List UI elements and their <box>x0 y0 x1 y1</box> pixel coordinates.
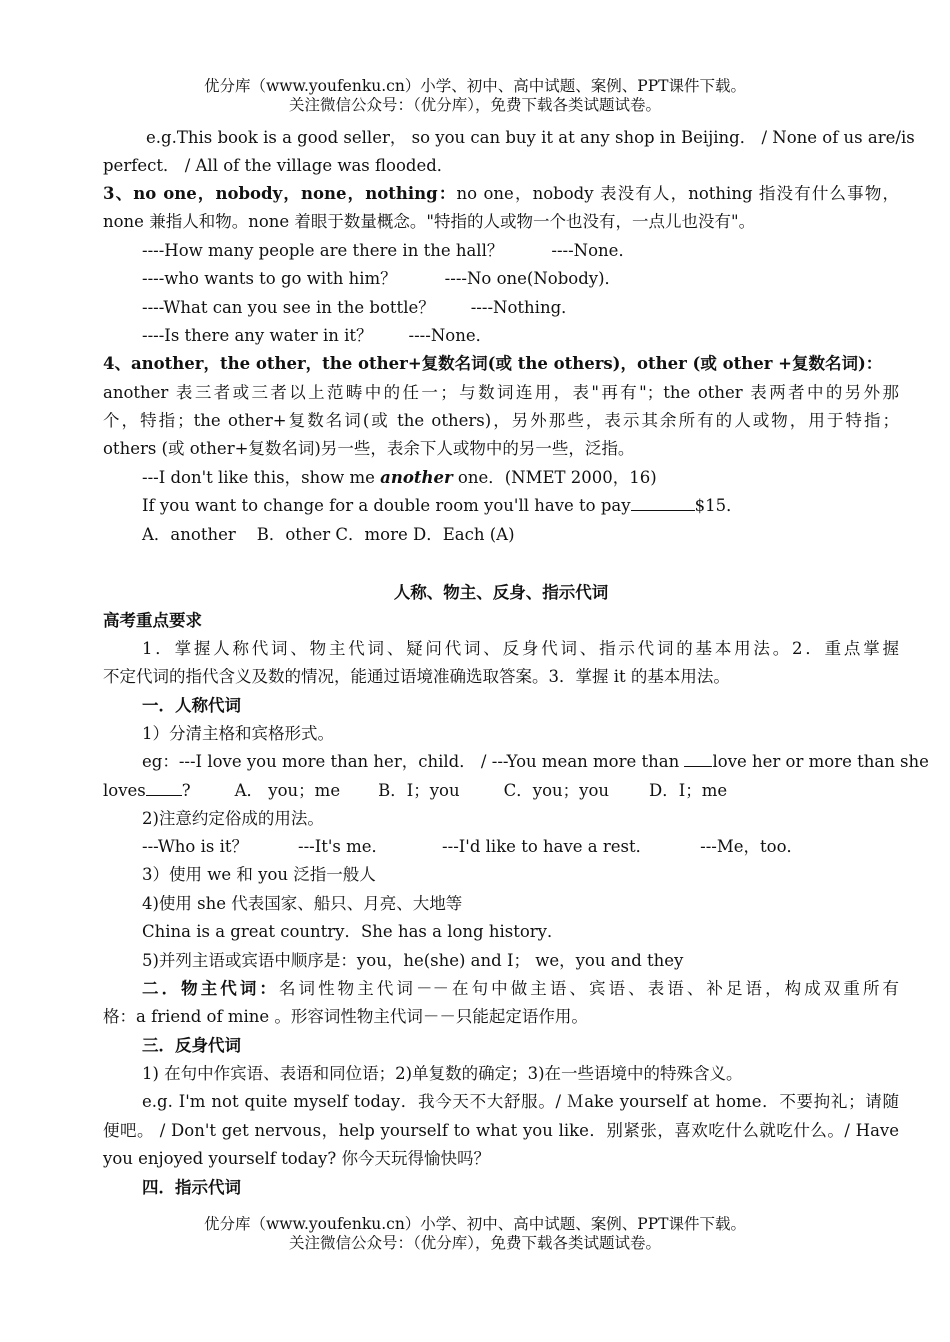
example-line <box>142 467 657 489</box>
body-line: 4)使用 she 代表国家、船只、月亮、大地等 <box>142 894 463 913</box>
header-line-2: 关注微信公众号：（优分库），免费下载各类试题试卷。 <box>288 96 661 114</box>
example-text: eg：---I love you more than her，child． / ---You mean more than <box>142 752 680 771</box>
dialogue-line <box>142 240 635 262</box>
body-line: e.g.This book is a good seller， so you can buy it at any shop in Beijing． / None of us are/is <box>146 128 915 147</box>
part-4-title: 四．指示代词 <box>142 1178 241 1197</box>
blank-underline <box>684 752 712 767</box>
body-line: 1) 在句中作宾语、表语和同位语；2)单复数的确定；3)在一些语境中的特殊含义。 <box>142 1064 743 1083</box>
example-line <box>142 495 743 517</box>
body-line: perfect． / All of the village was flooded． <box>103 156 454 175</box>
example-text: loves <box>103 781 146 800</box>
body-line: 3）使用 we 和 you 泛指一般人 <box>142 865 376 884</box>
dialogue-text: ---Who is it？ <box>142 837 248 856</box>
dialogue-line <box>142 836 803 858</box>
example-text: one．(NMET 2000，16) <box>452 468 657 487</box>
page-footer <box>0 1215 950 1253</box>
footer-line-1: 优分库（www.youfenku.cn）小学、初中、高中试题、案例、PPT课件下载。 <box>203 1215 747 1233</box>
body-line: 个，特指；the other+复数名词(或 the others)，另外那些，表示其余所有的人或物，用于特指； <box>103 411 899 430</box>
option-a: A． you；me <box>234 781 341 800</box>
option-c: C．you；you <box>503 781 610 800</box>
dialogue-question: ----who wants to go with him？ <box>142 269 397 288</box>
dialogue-line <box>142 268 621 290</box>
part-1-title: 一．人称代词 <box>142 696 241 715</box>
body-line: 便吧。 / Don't get nervous，help yourself to what you like．别紧张，喜欢吃什么就吃什么。/ Have <box>103 1121 899 1140</box>
example-options: A．another B．other C．more D．Each (A) <box>142 525 515 544</box>
page-header <box>0 77 950 115</box>
body-line: 2)注意约定俗成的用法。 <box>142 809 324 828</box>
body-line: another 表三者或三者以上范畴中的任一；与数词连用，表"再有"；the other 表两者中的另外那 <box>103 383 899 402</box>
dialogue-answer: ----No one(Nobody)． <box>444 269 622 288</box>
header-line-1: 优分库（www.youfenku.cn）小学、初中、高中试题、案例、PPT课件下载。 <box>203 77 747 95</box>
example-text: love her or more than she <box>712 752 929 771</box>
part-2 <box>142 978 899 1000</box>
option-b: B．I；you <box>378 781 460 800</box>
dialogue-line <box>142 297 578 319</box>
requirements-title: 高考重点要求 <box>103 611 202 630</box>
dialogue-text: ---It's me． <box>298 837 389 856</box>
dialogue-text: ---I'd like to have a rest． <box>442 837 653 856</box>
body-line: you enjoyed yourself today? 你今天玩得愉快吗？ <box>103 1149 490 1168</box>
option-d: D．I；me <box>649 781 728 800</box>
blank-underline <box>146 781 182 796</box>
body-line: 5)并列主语或宾语中顺序是：you，he(she) and I； we，you and they <box>142 951 684 970</box>
dialogue-question: ----What can you see in the bottle？ <box>142 298 435 317</box>
body-line: others (或 other+复数名词)另一些，表余下人或物中的另一些，泛指。 <box>103 439 635 458</box>
example-text: If you want to change for a double room you'll have to pay <box>142 496 631 515</box>
example-text: ---I don't like this，show me <box>142 468 381 487</box>
dialogue-question: ----Is there any water in it？ <box>142 326 373 345</box>
dialogue-line <box>142 325 492 347</box>
dialogue-answer: ----None． <box>551 241 635 260</box>
dialogue-text: ---Me，too． <box>700 837 804 856</box>
footer-line-2: 关注微信公众号：（优分库），免费下载各类试题试卷。 <box>288 1234 661 1252</box>
dialogue-answer: ----None． <box>408 326 493 345</box>
example-emphasis: another <box>380 468 453 487</box>
example-text: ? <box>181 781 191 800</box>
section-title: 人称、物主、反身、指示代词 <box>393 583 609 602</box>
section-3 <box>103 183 899 205</box>
example-text: $15． <box>694 496 743 515</box>
blank-underline <box>631 496 695 511</box>
body-line: China is a great country．She has a long history． <box>142 922 564 941</box>
section-4-title: 4、another，the other，the other+复数名词(或 the others)，other (或 other +复数名词)： <box>103 354 883 373</box>
part-3-title: 三．反身代词 <box>142 1036 241 1055</box>
dialogue-answer: ----Nothing． <box>470 298 578 317</box>
options-line <box>103 780 727 802</box>
section-3-text: no one，nobody 表没有人，nothing 指没有什么事物， <box>456 184 899 203</box>
body-line: none 兼指人和物。none 着眼于数量概念。"特指的人或物一个也没有，一点儿也没有"。 <box>103 212 756 231</box>
body-line: 不定代词的指代含义及数的情况，能通过语境准确选取答案。3．掌握 it 的基本用法。 <box>103 667 730 686</box>
body-line: 格：a friend of mine 。形容词性物主代词－－只能起定语作用。 <box>103 1007 588 1026</box>
example-line <box>142 751 929 773</box>
body-line: 1）分清主格和宾格形式。 <box>142 724 334 743</box>
body-line: e.g. I'm not quite myself today．我今天不大舒服。/ Ｍake yourself at home．不要拘礼；请随 <box>142 1092 899 1111</box>
body-line: 1．掌握人称代词、物主代词、疑问代词、反身代词、指示代词的基本用法。2．重点掌握 <box>142 639 899 658</box>
dialogue-question: ----How many people are there in the hall？ <box>142 241 504 260</box>
part-2-title: 二．物主代词： <box>142 979 279 998</box>
section-3-title: 3、no one，nobody，none，nothing： <box>103 184 457 203</box>
part-2-text: 名词性物主代词－－在句中做主语、宾语、表语、补足语，构成双重所有 <box>278 979 900 998</box>
